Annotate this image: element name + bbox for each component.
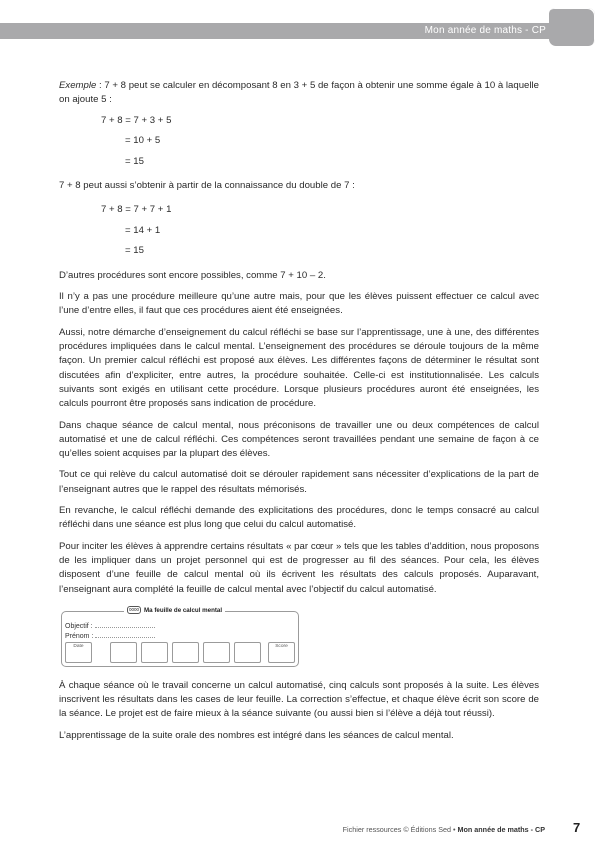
equation-block-1 (59, 111, 539, 173)
result-cell (234, 642, 261, 663)
double-intro: 7 + 8 peut aussi s’obtenir à partir de la connaissance du double de 7 : (59, 180, 355, 192)
page-content (59, 79, 539, 743)
paragraph: D’autres procédures sont encore possibles, comme 7 + 10 – 2. (59, 269, 326, 281)
paragraph: L’apprentissage de la suite orale des nombres est intégré dans les séances de calcul mental. (59, 729, 454, 741)
example-paragraph (59, 79, 539, 108)
header-title: Mon année de maths - CP (424, 25, 546, 36)
sheet-badge: 0000 (129, 606, 140, 612)
paragraph: Aussi, notre démarche d’enseignement du calcul réfléchi se base sur l’apprentissage, une à une, des différentes procédures impliquées dans le calcul mental. L’enseignement des procédures se déroule toujours de la même façon. Un premier calcul réfléchi est proposé aux élèves. Les différentes façons de déterminer le résultat sont discutées afin d’expliciter, entre autres, la procédure souhaitée. Celle-ci est institutionnalisée. Les calculs suivants sont exigés en utilisant cette procédure. Lorsque plusieurs procédures auront été enseignées, les calculs pourront être proposés sans indication de procédure. (59, 326, 539, 410)
equation-line: = 15 (125, 245, 144, 257)
example-text: : 7 + 8 peut se calculer en décomposant 8 en 3 + 5 de façon à obtenir une somme égale à 10 à laquelle on ajoute 5 : (59, 80, 539, 106)
page-number: 7 (573, 820, 581, 835)
equation-line: = 15 (125, 155, 144, 167)
header-tab (549, 8, 595, 46)
paragraph: En revanche, le calcul réfléchi demande des explicitations des procédures, donc le temps consacré au calcul réfléchi dans une séance est plus long que celui du calcul automatisé. (59, 505, 539, 531)
equation-line: 7 + 8 = 7 + 7 + 1 (101, 204, 172, 216)
paragraph: Tout ce qui relève du calcul automatisé doit se dérouler rapidement sans nécessiter d’explications de la part de l’enseignant autres que le rappel des résultats mémorisés. (59, 469, 539, 495)
sheet-title-text: Ma feuille de calcul mental (144, 606, 223, 614)
prenom-label: Prénom : (65, 630, 155, 642)
paragraph: À chaque séance où le travail concerne un calcul automatisé, cinq calculs sont proposés à la suite. Les élèves inscrivent les résultats dans les cases de leur feuille. La correction s’effectue, et chaque élève écrit son score de la séance. Le projet est de faire mieux à la séance suivante (ou aussi bien si l’élève a déjà tout réussi). (59, 679, 539, 720)
sheet-title (124, 605, 225, 617)
paragraph: Dans chaque séance de calcul mental, nous préconisons de travailler une ou deux compétences de calcul automatisé et une de calcul réfléchi. Ces compétences seront travaillées pendant une semaine de façon à ce qu’elles soient acquises par la plupart des élèves. (59, 419, 539, 460)
equation-line: 7 + 8 = 7 + 3 + 5 (101, 114, 172, 126)
date-cell: Date (65, 642, 92, 663)
paragraph: Pour inciter les élèves à apprendre certains résultats « par cœur » tels que les tables d’addition, nous proposons de les impliquer dans un projet personnel qui est de progresser au fil des séances. Pour cela, les élèves disposent d’une feuille de calcul mental où ils écrivent les résultats des calculs proposés. Auparavant, l’enseignant aura complété la feuille de calcul mental avec l’objectif du calcul automatisé. (59, 540, 539, 595)
result-cell (172, 642, 199, 663)
result-cell (110, 642, 137, 663)
score-cell: Score (268, 642, 295, 663)
calcul-mental-sheet (61, 606, 299, 667)
result-cell (141, 642, 168, 663)
result-cell (203, 642, 230, 663)
equation-line: = 14 + 1 (125, 224, 161, 236)
equation-line: = 10 + 5 (125, 135, 161, 147)
paragraph: Il n’y a pas une procédure meilleure qu’une autre mais, pour que les élèves puissent effectuer ce calcul avec l’une d’entre elles, il faut que ces procédures aient été enseignées. (59, 291, 539, 317)
objectif-label: Objectif : (65, 620, 155, 632)
example-label: Exemple (59, 80, 97, 91)
equation-block-2 (59, 200, 539, 262)
footer-text: Fichier ressources © Éditions Sed • Mon année de maths - CP (342, 825, 545, 834)
